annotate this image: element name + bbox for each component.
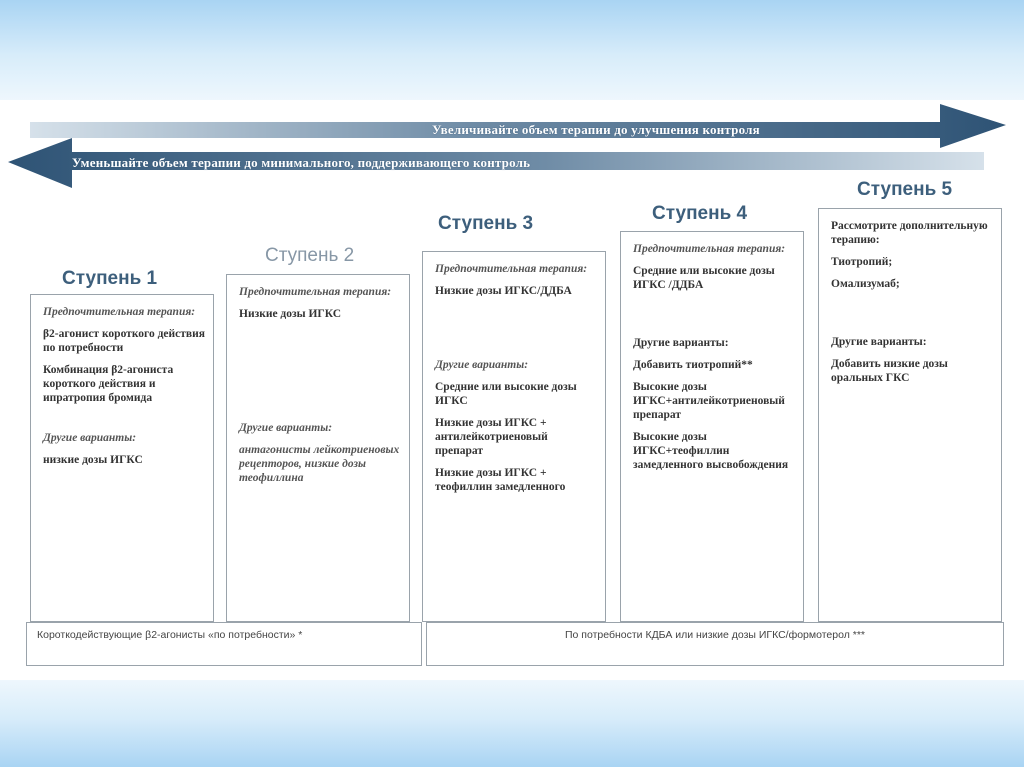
step-4-other-1: Добавить тиотропий**	[633, 359, 753, 372]
step-4-preferred-label: Предпочтительная терапия:	[633, 243, 786, 255]
step-2-other-1: антагонисты лейкотриеновых рецепторов, низкие дозы теофиллина	[239, 444, 400, 485]
step-2-other-label: Другие варианты:	[239, 422, 333, 435]
step-4-title: Ступень 4	[652, 203, 748, 224]
step-3-preferred-1: Низкие дозы ИГКС/ДДБА	[435, 285, 572, 298]
step-4-other-label: Другие варианты:	[633, 337, 729, 350]
step-2-preferred-1: Низкие дозы ИГКС	[239, 308, 342, 321]
step-2-box	[226, 274, 410, 622]
step-3-box	[422, 251, 606, 622]
step-1-preferred-2: Комбинация β2-агониста короткого действия и ипратропия бромида	[43, 364, 174, 405]
step-5-title: Ступень 5	[857, 179, 953, 200]
top-decor-band	[0, 0, 1024, 100]
step-2-title: Ступень 2	[265, 245, 355, 266]
step-3-other-label: Другие варианты:	[435, 359, 529, 372]
step-1-preferred-1: β2-агонист короткого действия по потребности	[43, 328, 205, 355]
step-5-other-label: Другие варианты:	[831, 336, 927, 349]
step-5-other-1: Добавить низкие дозы оральных ГКС	[831, 358, 948, 385]
footer-reliever-left: Короткодействующие β2-агонисты «по потребности» *	[26, 622, 422, 666]
step-1-title: Ступень 1	[62, 268, 158, 289]
step-3-other-2: Низкие дозы ИГКС + антилейкотриеновый препарат	[435, 417, 548, 458]
step-1-preferred-label: Предпочтительная терапия:	[43, 306, 196, 318]
bottom-decor-band	[0, 680, 1024, 767]
step-3-other-3: Низкие дозы ИГКС + теофиллин замедленного	[435, 467, 566, 494]
step-5-preferred-label: Рассмотрите дополнительную терапию:	[831, 220, 988, 247]
step-1-other-1: низкие дозы ИГКС	[43, 454, 143, 467]
step-1-other-label: Другие варианты:	[43, 432, 137, 445]
step-4-other-3: Высокие дозы ИГКС+теофиллин замедленного высвобождения	[633, 431, 789, 472]
step-3-preferred-label: Предпочтительная терапия:	[435, 263, 588, 275]
increase-arrow-label: Увеличивайте объем терапии до улучшения контроля	[432, 122, 760, 137]
step-3-other-1: Средние или высокие дозы ИГКС	[435, 381, 577, 408]
step-4-preferred-1: Средние или высокие дозы ИГКС /ДДБА	[633, 265, 775, 292]
step-4-box	[620, 231, 804, 622]
step-1-box	[30, 294, 214, 622]
step-5-preferred-2: Омализумаб;	[831, 278, 900, 291]
step-3-title: Ступень 3	[438, 213, 534, 234]
step-5-box	[818, 208, 1002, 622]
step-4-other-2: Высокие дозы ИГКС+антилейкотриеновый препарат	[633, 381, 785, 422]
decrease-arrow-label: Уменьшайте объем терапии до минимального, поддерживающего контроль	[72, 155, 531, 170]
step-2-preferred-label: Предпочтительная терапия:	[239, 286, 392, 298]
step-5-preferred-1: Тиотропий;	[831, 256, 893, 269]
footer-reliever-right: По потребности КДБА или низкие дозы ИГКС/формотерол ***	[426, 622, 1004, 666]
